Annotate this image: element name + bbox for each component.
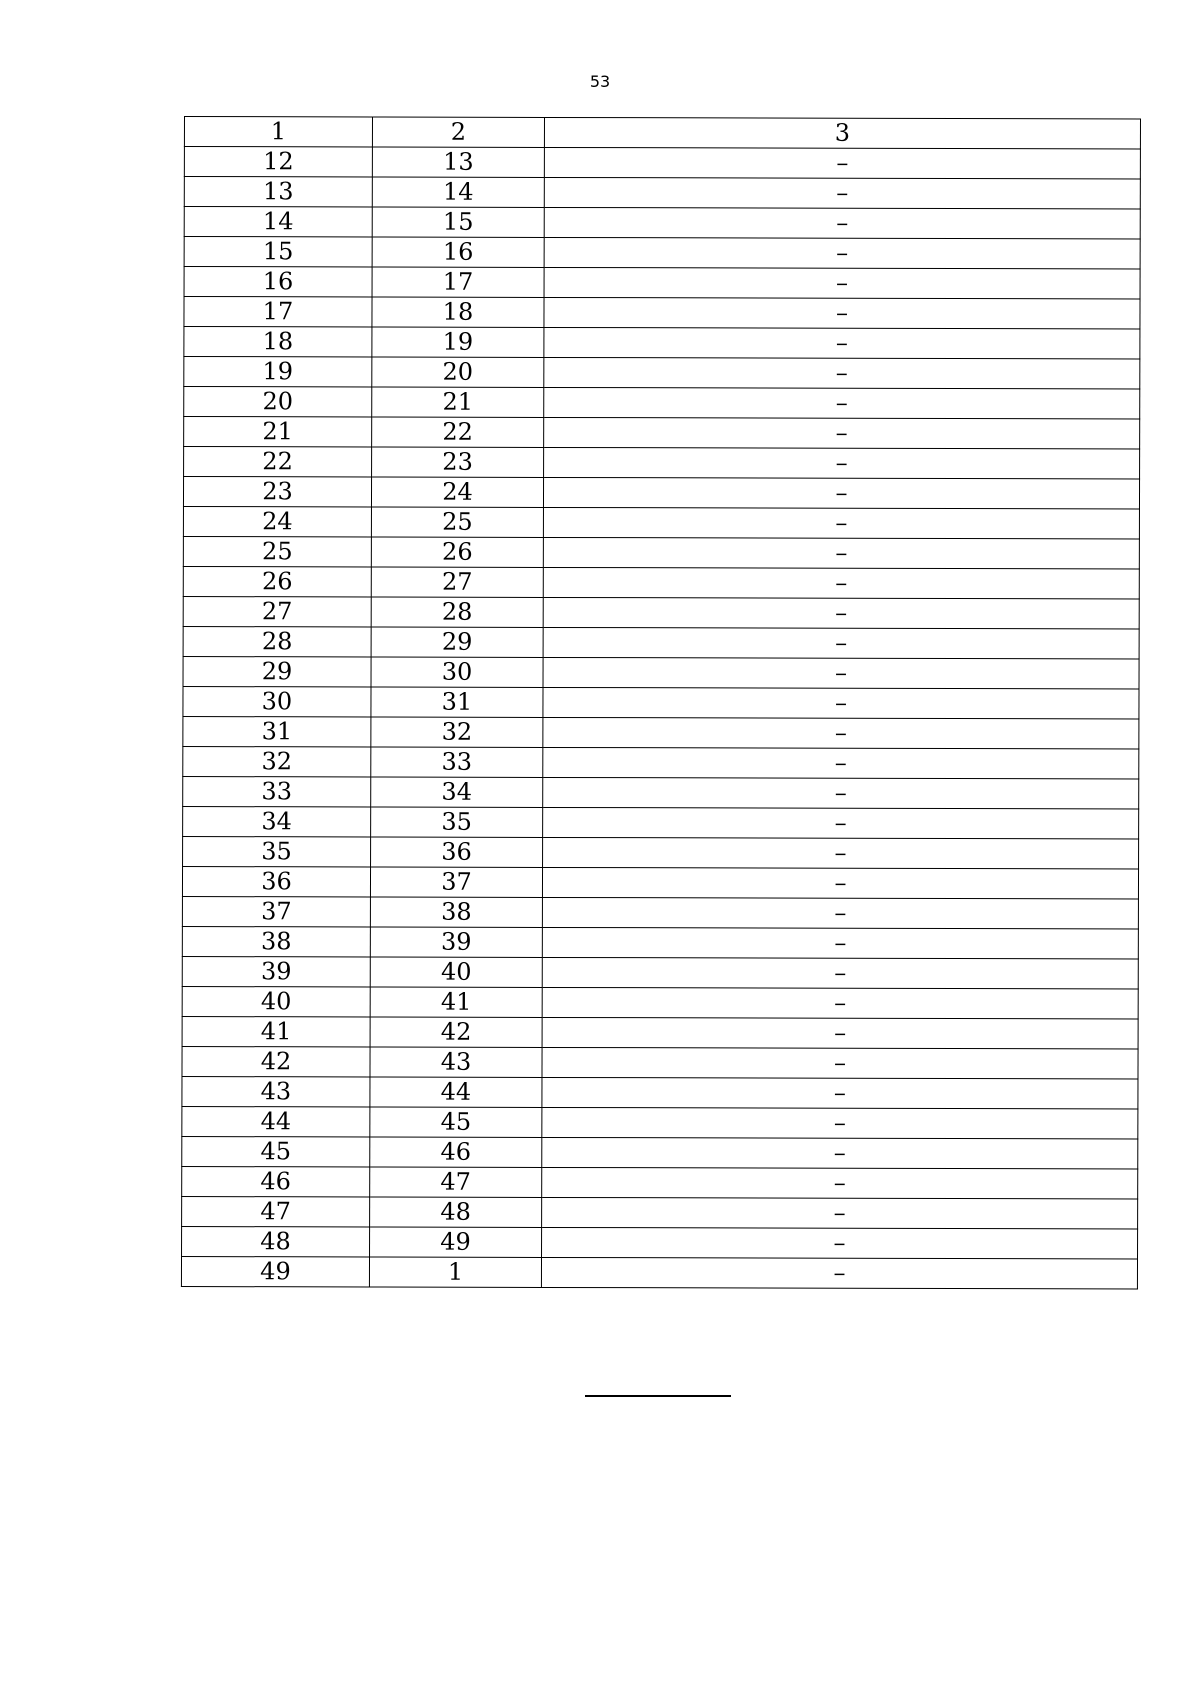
table-cell-col-3: –	[542, 897, 1138, 929]
table-row	[183, 716, 1139, 749]
table-cell-col-1: 14	[184, 207, 372, 237]
table-cell-col-2: 39	[370, 927, 542, 957]
table-row	[184, 267, 1140, 300]
table-cell-col-2: 29	[371, 627, 543, 657]
table-cell-col-2: 32	[371, 717, 543, 747]
table-cell-col-3: –	[544, 357, 1140, 389]
table-row	[182, 956, 1138, 989]
table-cell-col-3: –	[542, 1107, 1138, 1139]
table-cell-col-1: 44	[182, 1106, 370, 1136]
table-row	[184, 297, 1140, 330]
table-cell-col-1: 38	[182, 926, 370, 956]
table-row	[182, 1196, 1138, 1229]
table-cell-col-3: –	[544, 447, 1140, 479]
table-row	[184, 387, 1140, 420]
table-cell-col-1: 47	[182, 1196, 370, 1226]
table-cell-col-3: –	[544, 417, 1140, 449]
table-cell-col-1: 20	[184, 387, 372, 417]
table-cell-col-1: 41	[182, 1016, 370, 1046]
table-cell-col-1: 28	[183, 626, 371, 656]
table-row	[184, 327, 1140, 360]
table-cell-col-2: 33	[371, 747, 543, 777]
table-cell-col-2: 37	[370, 867, 542, 897]
table-row	[182, 1136, 1138, 1169]
table-cell-col-3: –	[542, 1197, 1138, 1229]
table-cell-col-2: 48	[370, 1197, 542, 1227]
table-cell-col-1: 33	[183, 776, 371, 806]
table-header-row	[184, 117, 1140, 150]
table-cell-col-1: 19	[184, 357, 372, 387]
table-cell-col-1: 21	[184, 417, 372, 447]
table-row	[183, 477, 1139, 510]
column-header-3: 3	[544, 117, 1140, 149]
page-number: 53	[589, 72, 611, 91]
table-cell-col-3: –	[542, 1227, 1138, 1259]
table-cell-col-3: –	[544, 267, 1140, 299]
table-row	[181, 1256, 1137, 1289]
table-cell-col-1: 26	[183, 566, 371, 596]
table-cell-col-2: 44	[370, 1077, 542, 1107]
table-row	[182, 1106, 1138, 1139]
table-cell-col-1: 43	[182, 1076, 370, 1106]
table-cell-col-3: –	[542, 1017, 1138, 1049]
table-row	[182, 866, 1138, 899]
table-cell-col-2: 34	[371, 777, 543, 807]
table-row	[184, 147, 1140, 180]
table-cell-col-2: 23	[372, 447, 544, 477]
table-cell-col-2: 15	[372, 207, 544, 237]
table-cell-col-3: –	[541, 1257, 1137, 1289]
table-cell-col-2: 14	[372, 177, 544, 207]
table-cell-col-1: 39	[182, 956, 370, 986]
table-row	[182, 896, 1138, 929]
table-row	[183, 776, 1139, 809]
table-cell-col-3: –	[543, 717, 1139, 749]
table-cell-col-2: 40	[370, 957, 542, 987]
table-cell-col-3: –	[542, 957, 1138, 989]
table-cell-col-2: 1	[369, 1257, 541, 1287]
table-cell-col-1: 37	[182, 896, 370, 926]
table-cell-col-2: 20	[372, 357, 544, 387]
table-cell-col-3: –	[543, 657, 1139, 689]
table-cell-col-3: –	[543, 687, 1139, 719]
table-cell-col-1: 30	[183, 686, 371, 716]
table-row	[183, 746, 1139, 779]
table-cell-col-2: 46	[370, 1137, 542, 1167]
table-cell-col-1: 49	[181, 1256, 369, 1286]
table-cell-col-3: –	[542, 1137, 1138, 1169]
table-cell-col-1: 15	[184, 237, 372, 267]
table-row	[183, 806, 1139, 839]
table-cell-col-3: –	[544, 387, 1140, 419]
table-cell-col-1: 18	[184, 327, 372, 357]
table-cell-col-2: 26	[371, 537, 543, 567]
table-row	[182, 1076, 1138, 1109]
table-row	[183, 536, 1139, 569]
table-row	[184, 447, 1140, 480]
table-cell-col-2: 16	[372, 237, 544, 267]
table-row	[183, 596, 1139, 629]
table-cell-col-3: –	[543, 747, 1139, 779]
table-cell-col-1: 34	[183, 806, 371, 836]
table-row	[184, 177, 1140, 210]
table-cell-col-3: –	[543, 507, 1139, 539]
table-cell-col-1: 22	[184, 447, 372, 477]
data-table	[181, 116, 1141, 1290]
table-row	[184, 207, 1140, 240]
table-cell-col-2: 27	[371, 567, 543, 597]
table-cell-col-3: –	[542, 1167, 1138, 1199]
table-cell-col-3: –	[544, 237, 1140, 269]
table-cell-col-3: –	[542, 927, 1138, 959]
table-row	[182, 1166, 1138, 1199]
table-cell-col-3: –	[543, 537, 1139, 569]
table-cell-col-1: 32	[183, 746, 371, 776]
table-cell-col-3: –	[543, 627, 1139, 659]
table-cell-col-3: –	[544, 147, 1140, 179]
table-cell-col-3: –	[543, 777, 1139, 809]
table-cell-col-2: 17	[372, 267, 544, 297]
table-cell-col-3: –	[543, 597, 1139, 629]
table-row	[183, 506, 1139, 539]
table-cell-col-2: 19	[372, 327, 544, 357]
table-row	[182, 1226, 1138, 1259]
table-cell-col-2: 30	[371, 657, 543, 687]
table-row	[183, 626, 1139, 659]
table-row	[184, 417, 1140, 450]
table-cell-col-1: 29	[183, 656, 371, 686]
table-cell-col-2: 35	[371, 807, 543, 837]
table-cell-col-3: –	[544, 327, 1140, 359]
table-row	[184, 237, 1140, 270]
table-cell-col-2: 49	[370, 1227, 542, 1257]
table-row	[182, 1016, 1138, 1049]
table-row	[182, 1046, 1138, 1079]
table-cell-col-2: 21	[372, 387, 544, 417]
table-cell-col-2: 24	[371, 477, 543, 507]
table-cell-col-3: –	[542, 1047, 1138, 1079]
end-of-table-rule	[585, 1395, 731, 1397]
table-cell-col-3: –	[544, 297, 1140, 329]
table-cell-col-3: –	[543, 837, 1139, 869]
table-cell-col-2: 31	[371, 687, 543, 717]
table-cell-col-2: 28	[371, 597, 543, 627]
table-cell-col-1: 36	[182, 866, 370, 896]
column-header-2: 2	[372, 117, 544, 147]
table-cell-col-3: –	[543, 567, 1139, 599]
table-cell-col-1: 48	[182, 1226, 370, 1256]
table-row	[183, 836, 1139, 869]
table-cell-col-2: 47	[370, 1167, 542, 1197]
table-row	[183, 686, 1139, 719]
table-cell-col-2: 43	[370, 1047, 542, 1077]
table-cell-col-1: 35	[183, 836, 371, 866]
table-cell-col-3: –	[543, 477, 1139, 509]
table-cell-col-1: 24	[183, 506, 371, 536]
table-cell-col-2: 36	[371, 837, 543, 867]
table-cell-col-2: 18	[372, 297, 544, 327]
table-cell-col-1: 12	[184, 147, 372, 177]
table-cell-col-1: 23	[183, 477, 371, 507]
table-cell-col-2: 13	[372, 147, 544, 177]
table-cell-col-2: 22	[372, 417, 544, 447]
column-header-1: 1	[184, 117, 372, 147]
table-cell-col-3: –	[542, 867, 1138, 899]
table-cell-col-1: 16	[184, 267, 372, 297]
table-cell-col-2: 25	[371, 507, 543, 537]
table-cell-col-1: 31	[183, 716, 371, 746]
table-cell-col-1: 13	[184, 177, 372, 207]
table-cell-col-3: –	[544, 207, 1140, 239]
table-cell-col-3: –	[542, 1077, 1138, 1109]
table-row	[182, 986, 1138, 1019]
table-cell-col-2: 41	[370, 987, 542, 1017]
table-row	[183, 566, 1139, 599]
table-cell-col-1: 42	[182, 1046, 370, 1076]
table-cell-col-2: 38	[370, 897, 542, 927]
table-cell-col-1: 46	[182, 1166, 370, 1196]
table-cell-col-2: 42	[370, 1017, 542, 1047]
table-cell-col-2: 45	[370, 1107, 542, 1137]
table-row	[182, 926, 1138, 959]
table-row	[184, 357, 1140, 390]
table-body	[181, 117, 1140, 1289]
table-cell-col-1: 17	[184, 297, 372, 327]
table-cell-col-1: 27	[183, 596, 371, 626]
table-cell-col-1: 45	[182, 1136, 370, 1166]
table-cell-col-3: –	[543, 807, 1139, 839]
table-row	[183, 656, 1139, 689]
table-cell-col-1: 40	[182, 986, 370, 1016]
table-cell-col-1: 25	[183, 536, 371, 566]
table-cell-col-3: –	[544, 177, 1140, 209]
table-cell-col-3: –	[542, 987, 1138, 1019]
